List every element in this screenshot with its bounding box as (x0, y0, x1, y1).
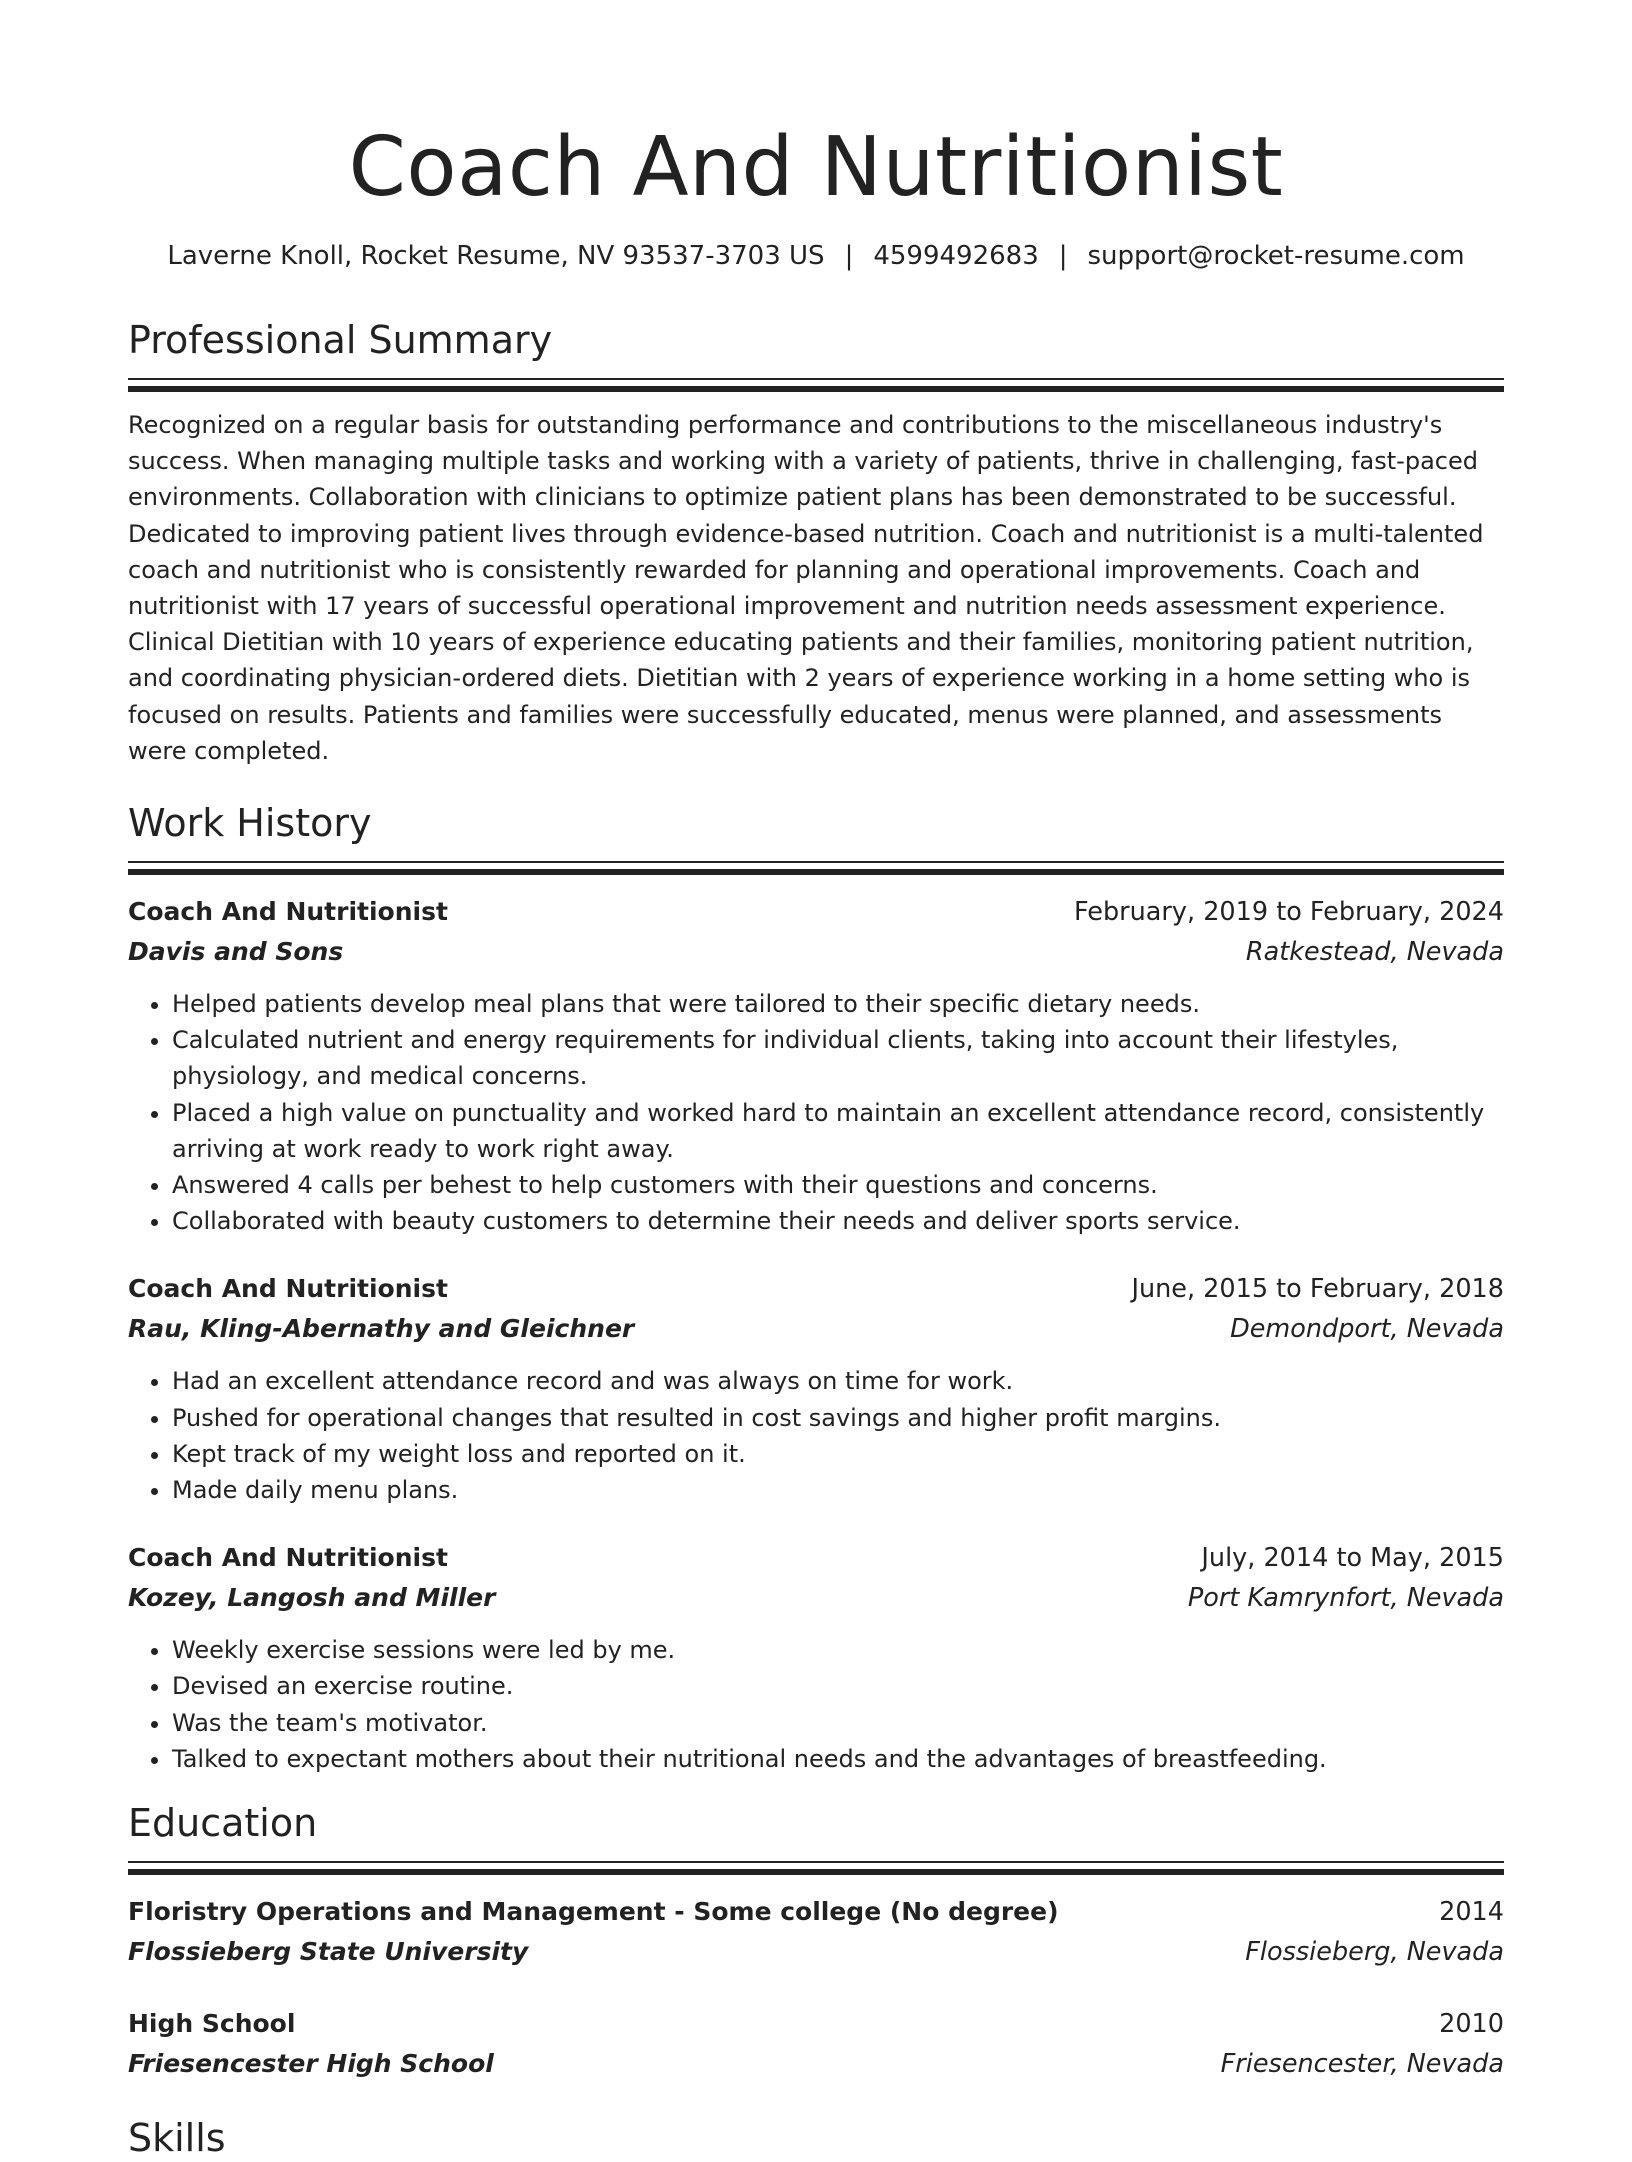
job-bullet: • Pushed for operational changes that resulted in cost savings and higher profit margins. (172, 1400, 1504, 1436)
job-title: Coach And Nutritionist (128, 897, 448, 927)
section-divider (128, 861, 1504, 876)
contact-email: support@rocket-resume.com (1087, 241, 1465, 271)
job-entry (128, 1269, 1504, 1508)
summary-text: Recognized on a regular basis for outstanding performance and contributions to the miscellaneous industry's success. When managing multiple tasks and working with a variety of patients, thrive in challenging, fast-paced environments. Collaboration with clinicians to optimize patient plans has been demonstrated to be successful. Dedicated to improving patient lives through evidence-based nutrition. Coach and nutritionist is a multi-talented coach and nutritionist who is consistently rewarded for planning and operational improvements. Coach and nutritionist with 17 years of successful operational improvement and nutrition needs assessment experience. Clinical Dietitian with 10 years of experience educating patients and their families, monitoring patient nutrition, and coordinating physician-ordered diets. Dietitian with 2 years of experience working in a home setting who is focused on results. Patients and families were successfully educated, menus were planned, and assessments were completed. (128, 411, 1484, 765)
job-bullet: • Was the team's motivator. (172, 1705, 1504, 1741)
job-dates: June, 2015 to February, 2018 (1131, 1274, 1504, 1305)
resume-page (128, 0, 1504, 2162)
job-company: Kozey, Langosh and Miller (128, 1583, 496, 1613)
section-heading-education: Education (128, 1801, 318, 1846)
job-company: Rau, Kling-Abernathy and Gleichner (128, 1314, 635, 1344)
job-bullet-list (128, 1632, 1504, 1777)
job-bullet: • Had an excellent attendance record and was always on time for work. (172, 1363, 1504, 1399)
section-divider (128, 378, 1504, 393)
job-bullet: • Placed a high value on punctuality and worked hard to maintain an excellent attendance record, consistently arriving at work ready to work right away. (172, 1095, 1504, 1167)
contact-line (128, 238, 1504, 274)
job-bullet: • Talked to expectant mothers about their nutritional needs and the advantages of breastfeeding. (172, 1741, 1504, 1777)
section-divider (128, 1861, 1504, 1876)
job-bullet: • Helped patients develop meal plans that were tailored to their specific dietary needs. (172, 986, 1504, 1022)
work-history-section (128, 799, 1504, 1777)
skills-section (128, 2114, 1504, 2162)
education-entry (128, 2004, 1504, 2084)
contact-phone: 4599492683 (873, 241, 1039, 271)
education-school: Flossieberg State University (128, 1937, 529, 1967)
job-bullet: • Kept track of my weight loss and reported on it. (172, 1436, 1504, 1472)
contact-address: Laverne Knoll, Rocket Resume, NV 93537-3703 US (167, 241, 825, 271)
education-degree: Floristry Operations and Management - Some college (No degree) (128, 1897, 1059, 1927)
education-year: 2014 (1439, 1897, 1504, 1928)
job-entry (128, 892, 1504, 1239)
section-heading-summary: Professional Summary (128, 318, 553, 362)
education-location: Friesencester, Nevada (1220, 2049, 1504, 2080)
job-bullet: • Made daily menu plans. (172, 1472, 1504, 1508)
job-bullet-list (128, 1363, 1504, 1508)
job-bullet: • Answered 4 calls per behest to help customers with their questions and concerns. (172, 1167, 1504, 1203)
contact-separator: | (844, 241, 854, 271)
education-degree: High School (128, 2009, 296, 2039)
section-heading-skills: Skills (128, 2116, 226, 2161)
professional-summary-section (128, 316, 1504, 769)
job-bullet: • Collaborated with beauty customers to determine their needs and deliver sports service. (172, 1203, 1504, 1239)
education-entry (128, 1892, 1504, 1972)
job-dates: July, 2014 to May, 2015 (1201, 1543, 1504, 1574)
resume-title: Coach And Nutritionist (348, 120, 1284, 215)
education-school: Friesencester High School (128, 2049, 494, 2079)
job-title: Coach And Nutritionist (128, 1274, 448, 1304)
contact-separator: | (1058, 241, 1068, 271)
job-bullet-list (128, 986, 1504, 1239)
education-year: 2010 (1439, 2009, 1504, 2040)
education-location: Flossieberg, Nevada (1245, 1937, 1504, 1968)
job-bullet: • Devised an exercise routine. (172, 1668, 1504, 1704)
job-location: Demondport, Nevada (1230, 1314, 1504, 1345)
job-company: Davis and Sons (128, 937, 344, 967)
job-title: Coach And Nutritionist (128, 1543, 448, 1573)
job-bullet: • Calculated nutrient and energy requirements for individual clients, taking into account their lifestyles, physiology, and medical concerns. (172, 1022, 1504, 1094)
job-entry (128, 1538, 1504, 1777)
job-location: Ratkestead, Nevada (1245, 937, 1504, 968)
job-location: Port Kamrynfort, Nevada (1187, 1583, 1504, 1614)
education-section (128, 1799, 1504, 2084)
section-heading-work-history: Work History (128, 801, 372, 846)
job-bullet: • Weekly exercise sessions were led by me. (172, 1632, 1504, 1668)
job-dates: February, 2019 to February, 2024 (1073, 897, 1504, 928)
